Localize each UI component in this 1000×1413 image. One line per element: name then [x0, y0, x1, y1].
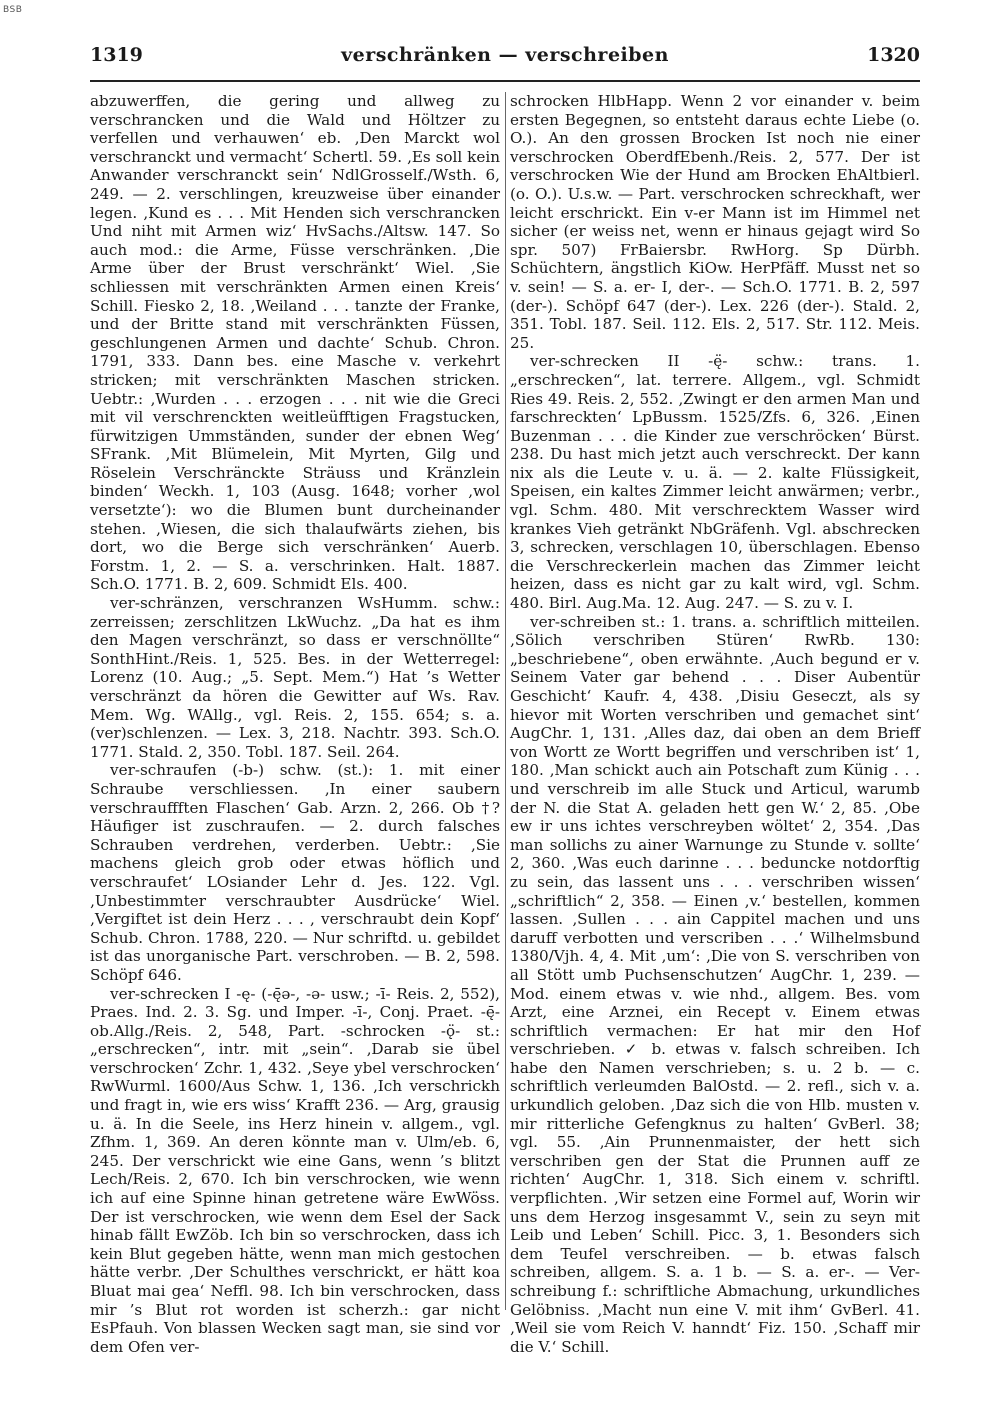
- header-rule: [90, 80, 920, 82]
- entry-paragraph: ver-schreiben st.: 1. trans. a. schriftlich mitteilen. ‚Sölich verschriben Stüren‘ RwRb. 130: „beschriebene“, oben erwähnte. ‚Auch begund er v. Seinem Vater gar behend . . . Diser Aubentür Geschicht‘ Kaufr. 4, 438. ‚Disiu Geseczt, als sy hievor mit Worten verschriben und gemachet sint‘ AugChr. 1, 131. ‚Alles daz, dai oben an dem Brieff von Wortt ze Wortt begriffen und verschriben ist‘ 1, 180. ‚Man schickt auch ain Potschaft zum Künig . . . und verschreib im alle Stuck und Articul, warumb der N. die Stat A. geladen hett gen W.‘ 2, 85. ‚Obe ew ir uns ichtes verschreyben wöltet‘ 2, 354. ‚Das man sollichs zu ainer Warnunge zu Stunde v. sollte‘ 2, 360. ‚Was euch darinne . . . beduncke notdorftig zu sein, das lassent uns . . . verschriben wissen‘ „schriftlich“ 2, 358. — Einen ‚v.‘ bestellen, kommen lassen. ‚Sullen . . . ain Cappitel machen und uns daruff verbotten und verscriben . . .‘ Wilhelmsbund 1380/Vjh. 4, 4. Mit ‚um‘: ‚Die von S. verschriben von all Stött umb Puchsenschutzen‘ AugChr. 1, 239. — Mod. einem etwas v. wie nhd., allgem. Bes. vom Arzt, eine Arznei, ein Recept v. Einem etwas schriftlich vermachen: Er hat mir den Hof verschrieben. ✓ b. etwas v. falsch schreiben. Ich habe den Namen verschrieben; s. u. 2 b. — c. schriftlich verleumden BalOstd. — 2. refl., sich v. a. urkundlich geloben. ‚Daz sich die von Hlb. musten v. mir ritterliche Gefengknus zu halten‘ GvBerl. 38; vgl. 55. ‚Ain Prunnenmaister, der hett sich verschriben gen der Stat die Prunnen auff ze richten‘ AugChr. 1, 318. Sich einem v. schriftl. verpflichten. ‚Wir setzen eine Formel auf, Worin wir uns dem Herzog insgesammt V., sein zu seyn mit Leib und Leben‘ Schill. Picc. 3, 1. Besonders sich dem Teufel verschreiben. — b. etwas falsch schreiben, allgem. S. a. 1 b. — S. a. er-. — Ver-schreibung f.: schriftliche Abmachung, urkundliches Gelöbniss. ‚Macht nun eine V. mit ihm‘ GvBerl. 41. ‚Weil sie vom Reich V. hanndt‘ Fiz. 150. ‚Schaff mir die V.‘ Schill.: [510, 612, 920, 1356]
- entry-paragraph: ver-schrecken I -ę- (-ę̄ə-, -ə- usw.; -ī- Reis. 2, 552), Praes. Ind. 2. 3. Sg. und Imper. -ī-, Conj. Praet. -ę̄- ob.Allg./Reis. 2, 548, Part. -schrocken -ǫ̈- st.: „erschrecken“, intr. mit „sein“. ‚Darab sie übel verschrocken‘ Zchr. 1, 432. ‚Seye ybel verschrocken‘ RwWurml. 1600/Aus Schw. 1, 136. ‚Ich verschrickh und fragt in, wie ers wiss‘ Krafft 236. — Arg, grausig u. ä. In die Seele, ins Herz hinein v. allgem., vgl. Zfhm. 1, 369. An deren könnte man v. Ulm/eb. 6, 245. Der verschrickt wie eine Gans, wenn ’s blitzt Lech/Reis. 2, 670. Ich bin verschrocken, wie wenn ich auf eine Spinne hinan getretene wäre EwWöss. Der ist verschrocken, wie wenn dem Esel der Sack hinab fällt EwZöb. Ich bin so verschrocken, dass ich kein Blut gegeben hätte, wenn man mich gestochen hätte verbr. ‚Der Schulthes verschrickt, er hätt koa Bluat mai gea‘ Neffl. 98. Ich bin verschrocken, dass mir ’s Blut rot worden ist scherzh.: gar nicht EsPfauh. Von blassen Wecken sagt man, sie sind vor dem Ofen ver-: [90, 984, 500, 1356]
- entry-paragraph: ver-schraufen (-b-) schw. (st.): 1. mit einer Schraube verschliessen. ‚In einer saubern verschrauffften Flaschen‘ Gab. Arzn. 2, 266. Ob †? Häufiger ist zuschraufen. — 2. durch falsches Schrauben verdrehen, verderben. Uebtr.: ‚Sie machens gleich grob oder etwas höflich und verschraufet‘ LOsiander Lehr d. Jes. 122. Vgl. ‚Unbestimmter verschraubter Ausdrücke‘ Wiel. ‚Vergiftet ist dein Herz . . . , verschraubt dein Kopf‘ Schub. Chron. 1788, 220. — Nur schriftd. u. gebildet ist das unorganische Part. verschroben. — B. 2, 598. Schöpf 646.: [90, 761, 500, 984]
- right-column: [510, 92, 920, 1356]
- column-divider: [505, 92, 506, 1310]
- page-number-right: 1320: [867, 44, 920, 66]
- library-watermark: BSB: [3, 5, 23, 15]
- entry-paragraph: ver-schränzen, verschranzen WsHumm. schw.: zerreissen; zerschlitzen LkWuchz. „Da hat es ihm den Magen verschränzt, so dass er verschnöllte“ SonthHint./Reis. 1, 525. Bes. in der Wetterregel: Lorenz (10. Aug.; „5. Sept. Mem.“) Hat ’s Wetter verschränzt da hören die Gewitter auf Ws. Rav. Mem. Wg. WAllg., vgl. Reis. 2, 155. 654; s. a. (ver)schlenzen. — Lex. 3, 218. Nachtr. 393. Sch.O. 1771. Stald. 2, 350. Tobl. 187. Seil. 264.: [90, 594, 500, 761]
- entry-paragraph: schrocken HlbHapp. Wenn 2 vor einander v. beim ersten Begegnen, so entsteht daraus echte Liebe (o. O.). An den grossen Brocken Ist noch nie einer verschrocken OberdfEbenh./Reis. 2, 577. Der ist verschrocken Wie der Hund am Brocken EhAltbierl. (o. O.). U.s.w. — Part. verschrocken schreckhaft, wer leicht erschrickt. Ein v-er Mann ist im Himmel net sicher (er weiss net, wenn er hinaus gejagt wird So spr. 507) FrBaiersbr. RwHorg. Sp Dürbh. Schüchtern, ängstlich KiOw. HerPfäff. Musst net so v. sein! — S. a. er- I, der-. — Sch.O. 1771. B. 2, 597 (der-). Schöpf 647 (der-). Lex. 226 (der-). Stald. 2, 351. Tobl. 187. Seil. 112. Els. 2, 517. Str. 112. Meis. 25.: [510, 92, 920, 352]
- page-number-left: 1319: [90, 44, 143, 66]
- entry-paragraph: ver-schrecken II -ę̈- schw.: trans. 1. „erschrecken“, lat. terrere. Allgem., vgl. Schmidt Ries 49. Reis. 2, 552. ‚Zwingt er den armen Man und farschreckten‘ LpBussm. 1525/Zfs. 6, 326. ‚Einen Buzenman . . . die Kinder zue verschröcken‘ Bürst. 238. Du hast mich jetzt auch verschreckt. Der kann nix als die Leute v. u. ä. — 2. kalte Flüssigkeit, Speisen, ein kaltes Zimmer leicht anwärmen; verbr., vgl. Schm. 480. Mit verschrecktem Wasser wird krankes Vieh getränkt NbGräfenh. Vgl. abschrecken 3, schrecken, verschlagen 10, überschlagen. Ebenso die Verschreckerlein machen das Zimmer leicht heizen, dass es nicht gar zu kalt wird, vgl. Schm. 480. Birl. Aug.Ma. 12. Aug. 247. — S. zu v. I.: [510, 352, 920, 613]
- page-header: [90, 44, 920, 74]
- entry-paragraph: abzuwerffen, die gering und allweg zu verschrancken und die Wald und Höltzer zu verfellen und verhauwen‘ eb. ‚Den Marckt wol verschranckt und vermacht‘ Schertl. 59. ‚Es soll kein Anwander verschranckt sein‘ NdlGrosself./Wsth. 6, 249. — 2. verschlingen, kreuzweise über einander legen. ‚Kund es . . . Mit Henden sich verschrancken Und niht mit Armen wiz‘ HvSachs./Altsw. 147. So auch mod.: die Arme, Füsse verschränken. ‚Die Arme über der Brust verschränkt‘ Wiel. ‚Sie schliessen mit verschränkten Armen einen Kreis‘ Schill. Fiesko 2, 18. ‚Weiland . . . tanzte der Franke, und der Britte stand mit verschränkten Füssen, geschlungenen Armen und dachte‘ Schub. Chron. 1791, 333. Dann bes. eine Masche v. verkehrt stricken; mit verschränkten Maschen stricken. Uebtr.: ‚Wurden . . . erzogen . . . nit wie die Greci mit vil verschrenckten weitleüfftigen Fragstucken, fürwitzigen Ummständen, sunder der ebnen Weg‘ SFrank. ‚Mit Blümelein, Mit Myrten, Gilg und Röselein Verschränckte Sträuss und Kränzlein binden‘ Weckh. 1, 103 (Ausg. 1648; vorher ‚wol versetzte‘): wo die Blumen bunt durcheinander stehen. ‚Wiesen, die sich thalaufwärts ziehen, bis dort, wo die Berge sich verschränken‘ Auerb. Forstm. 1, 2. — S. a. verschrinken. Halt. 1887. Sch.O. 1771. B. 2, 609. Schmidt Els. 400.: [90, 92, 500, 594]
- left-column: [90, 92, 500, 1356]
- running-head: verschränken — verschreiben: [341, 44, 669, 66]
